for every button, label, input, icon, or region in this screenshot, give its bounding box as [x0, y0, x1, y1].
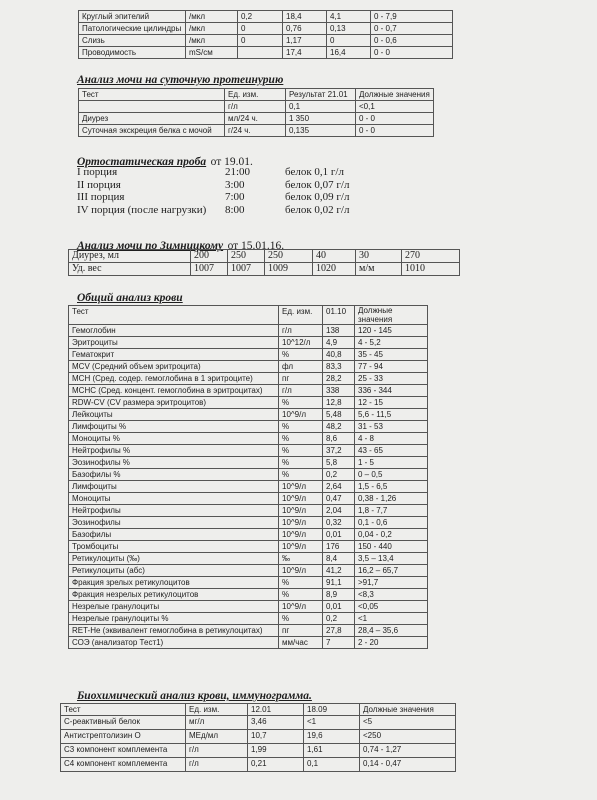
- table-row: [69, 385, 428, 397]
- table-cell: 0,135: [286, 125, 356, 137]
- table-row: [77, 179, 435, 192]
- table-cell: г/л: [279, 325, 323, 337]
- table-cell: 0,1: [304, 758, 360, 772]
- table-cell: Эозинофилы: [69, 517, 279, 529]
- table-row: [69, 250, 460, 263]
- table-cell: 1020: [313, 263, 356, 276]
- table-cell: 1,5 - 6,5: [355, 481, 428, 493]
- table-cell: Лимфоциты %: [69, 421, 279, 433]
- table-row: [69, 349, 428, 361]
- table-row: [79, 47, 453, 59]
- zim-table: [68, 249, 460, 276]
- table-cell: <5: [360, 716, 456, 730]
- table-cell: 3:00: [225, 178, 245, 191]
- table-cell: 0 - 0,6: [371, 35, 453, 47]
- table-cell: %: [279, 589, 323, 601]
- cbc-table: [68, 305, 428, 649]
- table-row: [69, 589, 428, 601]
- table-cell: 0,2: [238, 11, 283, 23]
- table-cell: 3,5 – 13,4: [355, 553, 428, 565]
- table-cell: 1,17: [283, 35, 327, 47]
- table-cell: 18,4: [283, 11, 327, 23]
- table-cell: 19,6: [304, 730, 360, 744]
- table-cell: 0,38 - 1,26: [355, 493, 428, 505]
- table-cell: /мкл: [186, 11, 238, 23]
- table-row: [69, 625, 428, 637]
- table-cell: белок 0,09 г/л: [285, 191, 350, 203]
- table-cell: 10^9/л: [279, 517, 323, 529]
- table-cell: Лейкоциты: [69, 409, 279, 421]
- table-row: [69, 433, 428, 445]
- table-cell: 77 - 94: [355, 361, 428, 373]
- table-cell: 0 - 0: [356, 113, 434, 125]
- table-row: [69, 445, 428, 457]
- table-cell: %: [279, 397, 323, 409]
- table-cell: II порция: [77, 178, 121, 191]
- table-cell: 5,8: [323, 457, 355, 469]
- table-cell: %: [279, 433, 323, 445]
- table-cell: 10^9/л: [279, 505, 323, 517]
- table-cell: MCV (Средний объем эритроцита): [69, 361, 279, 373]
- table-cell: <8,3: [355, 589, 428, 601]
- table-row: [69, 529, 428, 541]
- table-cell: 0,32: [323, 517, 355, 529]
- table-cell: мг/л: [186, 716, 248, 730]
- table-cell: 91,1: [323, 577, 355, 589]
- table-row: [69, 325, 428, 337]
- table-cell: 0,76: [283, 23, 327, 35]
- table-cell: 338: [323, 385, 355, 397]
- table-cell: 12,8: [323, 397, 355, 409]
- table-row: [69, 553, 428, 565]
- table-cell: 1 - 5: [355, 457, 428, 469]
- table-cell: III порция: [77, 191, 125, 203]
- table-cell: Лимфоциты: [69, 481, 279, 493]
- table-cell: 1009: [265, 263, 313, 276]
- table-cell: 0,2: [323, 613, 355, 625]
- table-cell: 270: [402, 250, 460, 263]
- table-cell: MCHC (Сред. концент. гемоглобина в эритроцитах): [69, 385, 279, 397]
- table-cell: 1007: [191, 263, 228, 276]
- table-cell: I порция: [77, 166, 118, 178]
- table-cell: RET-He (эквивалент гемоглобина в ретикулоцитах): [69, 625, 279, 637]
- table-cell: 25 - 33: [355, 373, 428, 385]
- table-row: [69, 409, 428, 421]
- table-cell: IV порция (после нагрузки): [77, 203, 207, 216]
- header-cell: Должные значения: [360, 704, 456, 716]
- table-row: [61, 730, 456, 744]
- table-cell: 28,4 – 35,6: [355, 625, 428, 637]
- table-cell: 120 - 145: [355, 325, 428, 337]
- table-cell: Суточная экскреция белка с мочой: [79, 125, 225, 137]
- table-cell: пг: [279, 625, 323, 637]
- table-cell: 0 - 0,7: [371, 23, 453, 35]
- table-cell: 0,21: [248, 758, 304, 772]
- table-row: [61, 744, 456, 758]
- table-cell: 250: [265, 250, 313, 263]
- header-cell: Ед. изм.: [225, 89, 286, 101]
- table-header-row: [61, 704, 456, 716]
- table-cell: 10^9/л: [279, 565, 323, 577]
- table-row: [69, 361, 428, 373]
- table-cell: 27,8: [323, 625, 355, 637]
- table-cell: 10^9/л: [279, 481, 323, 493]
- table-cell: 0 - 0: [371, 47, 453, 59]
- header-cell: 12.01: [248, 704, 304, 716]
- table-cell: Уд. вес: [69, 263, 191, 276]
- table-cell: Ретикулоциты (абс): [69, 565, 279, 577]
- table-cell: <0,1: [356, 101, 434, 113]
- table-row: [69, 469, 428, 481]
- bio-table: [60, 703, 456, 772]
- table-cell: 12 - 15: [355, 397, 428, 409]
- table-cell: Тромбоциты: [69, 541, 279, 553]
- table-cell: 4 - 5,2: [355, 337, 428, 349]
- table-cell: 2,64: [323, 481, 355, 493]
- table-cell: 0,13: [327, 23, 371, 35]
- table-cell: 0,01: [323, 529, 355, 541]
- table-cell: г/л: [186, 744, 248, 758]
- table-cell: %: [279, 421, 323, 433]
- table-cell: 4,9: [323, 337, 355, 349]
- table-cell: 1007: [228, 263, 265, 276]
- cbc-heading: Общий анализ крови: [77, 292, 183, 304]
- table-cell: 5,48: [323, 409, 355, 421]
- table-cell: 2,04: [323, 505, 355, 517]
- table-cell: 5,6 - 11,5: [355, 409, 428, 421]
- table-row: [69, 337, 428, 349]
- table-cell: Слизь: [79, 35, 186, 47]
- table-row: [79, 101, 434, 113]
- table-cell: 0 - 7,9: [371, 11, 453, 23]
- header-cell: Ед. изм.: [186, 704, 248, 716]
- table-row: [69, 493, 428, 505]
- table-cell: 0: [238, 35, 283, 47]
- table-cell: 31 - 53: [355, 421, 428, 433]
- table-cell: 0: [238, 23, 283, 35]
- table-cell: Гемоглобин: [69, 325, 279, 337]
- table-cell: Незрелые гранулоциты: [69, 601, 279, 613]
- table-cell: 4,1: [327, 11, 371, 23]
- table-cell: фл: [279, 361, 323, 373]
- table-row: [69, 481, 428, 493]
- table-cell: 176: [323, 541, 355, 553]
- table-cell: 30: [356, 250, 402, 263]
- table-cell: Ретикулоциты (‰): [69, 553, 279, 565]
- table-cell: г/л: [225, 101, 286, 113]
- table-cell: 16,4: [327, 47, 371, 59]
- header-cell: Результат 21.01: [286, 89, 356, 101]
- table-cell: <1: [304, 716, 360, 730]
- table-row: [69, 457, 428, 469]
- table-cell: %: [279, 349, 323, 361]
- table-row: [77, 191, 435, 204]
- header-cell: 18.09: [304, 704, 360, 716]
- table-cell: 0,74 - 1,27: [360, 744, 456, 758]
- zim-date: от 15.01.16.: [227, 240, 285, 252]
- table-cell: Фракция незрелых ретикулоцитов: [69, 589, 279, 601]
- table-cell: 10^9/л: [279, 541, 323, 553]
- table-cell: 7:00: [225, 191, 245, 203]
- table-cell: Моноциты %: [69, 433, 279, 445]
- table-row: [79, 125, 434, 137]
- table-cell: <1: [355, 613, 428, 625]
- table-cell: Проводимость: [79, 47, 186, 59]
- table-cell: 7: [323, 637, 355, 649]
- table-cell: 83,3: [323, 361, 355, 373]
- table-row: [69, 541, 428, 553]
- table-cell: С4 компонент комплемента: [61, 758, 186, 772]
- table-cell: %: [279, 469, 323, 481]
- table-cell: /мкл: [186, 35, 238, 47]
- table-row: [69, 565, 428, 577]
- header-cell: Ед. изм.: [279, 306, 323, 325]
- table-cell: 43 - 65: [355, 445, 428, 457]
- table-cell: белок 0,1 г/л: [285, 166, 344, 178]
- table-cell: 41,2: [323, 565, 355, 577]
- table-cell: 10^9/л: [279, 493, 323, 505]
- table-cell: белок 0,02 г/л: [285, 203, 350, 216]
- table-cell: [79, 101, 225, 113]
- table-cell: 0 – 0,5: [355, 469, 428, 481]
- table-cell: 138: [323, 325, 355, 337]
- table-cell: 8,4: [323, 553, 355, 565]
- table-row: [69, 517, 428, 529]
- table-cell: 10^12/л: [279, 337, 323, 349]
- table-row: [69, 505, 428, 517]
- table-row: [61, 716, 456, 730]
- table-row: [69, 373, 428, 385]
- table-cell: %: [279, 445, 323, 457]
- header-cell: 01.10: [323, 306, 355, 325]
- table-cell: 336 - 344: [355, 385, 428, 397]
- orth-heading: Ортостатическая проба: [77, 156, 207, 168]
- table-row: [69, 613, 428, 625]
- table-cell: 10^9/л: [279, 529, 323, 541]
- table-cell: 10^9/л: [279, 601, 323, 613]
- table-row: [79, 11, 453, 23]
- table-cell: СОЭ (анализатор Тест1): [69, 637, 279, 649]
- zim-heading: Анализ мочи по Зимницкому: [77, 240, 224, 252]
- table-cell: С-реактивный белок: [61, 716, 186, 730]
- table-row: [77, 166, 435, 179]
- table-row: [69, 637, 428, 649]
- table-cell: Диурез, мл: [69, 250, 191, 263]
- table-cell: 4 - 8: [355, 433, 428, 445]
- header-cell: Должные значения: [355, 306, 428, 325]
- table-cell: 0,14 - 0,47: [360, 758, 456, 772]
- table-cell: %: [279, 613, 323, 625]
- table-cell: mS/см: [186, 47, 238, 59]
- table-cell: <0,05: [355, 601, 428, 613]
- table-cell: 37,2: [323, 445, 355, 457]
- table-row: [69, 397, 428, 409]
- table-cell: 1,99: [248, 744, 304, 758]
- table-cell: белок 0,07 г/л: [285, 178, 350, 191]
- table-cell: RDW-CV (CV размера эритроцитов): [69, 397, 279, 409]
- table-cell: г/л: [279, 385, 323, 397]
- table-cell: 48,2: [323, 421, 355, 433]
- table-cell: пг: [279, 373, 323, 385]
- table-cell: Патологические цилиндры: [79, 23, 186, 35]
- table-cell: 10,7: [248, 730, 304, 744]
- table-cell: 1,8 - 7,7: [355, 505, 428, 517]
- table-cell: Базофилы %: [69, 469, 279, 481]
- table-cell: <250: [360, 730, 456, 744]
- table-row: [69, 577, 428, 589]
- table-cell: 0: [327, 35, 371, 47]
- table-row: [69, 601, 428, 613]
- table-cell: Нейтрофилы: [69, 505, 279, 517]
- table-cell: 8,6: [323, 433, 355, 445]
- table-cell: 0,1: [286, 101, 356, 113]
- table-cell: м/м: [356, 263, 402, 276]
- table-cell: 200: [191, 250, 228, 263]
- table-cell: 0,2: [323, 469, 355, 481]
- table-cell: г/24 ч.: [225, 125, 286, 137]
- protein-table: [78, 88, 434, 137]
- table-cell: Антистрептолизин О: [61, 730, 186, 744]
- table-cell: Фракция зрелых ретикулоцитов: [69, 577, 279, 589]
- table-row: [69, 421, 428, 433]
- table-cell: 40,8: [323, 349, 355, 361]
- table-cell: Моноциты: [69, 493, 279, 505]
- table-cell: 0 - 0: [356, 125, 434, 137]
- table-cell: МЕд/мл: [186, 730, 248, 744]
- table-cell: [238, 47, 283, 59]
- table-cell: 2 - 20: [355, 637, 428, 649]
- table-cell: Эозинофилы %: [69, 457, 279, 469]
- header-cell: Должные значения: [356, 89, 434, 101]
- table-cell: 0,1 - 0,6: [355, 517, 428, 529]
- table-cell: MCH (Сред. содер. гемоглобина в 1 эритроците): [69, 373, 279, 385]
- table-cell: 0,01: [323, 601, 355, 613]
- table-row: [79, 23, 453, 35]
- orth-date: от 19.01.: [210, 156, 253, 168]
- table-cell: Гематокрит: [69, 349, 279, 361]
- orth-table: [77, 166, 435, 216]
- table-cell: 250: [228, 250, 265, 263]
- table-cell: 1,61: [304, 744, 360, 758]
- table-row: [79, 35, 453, 47]
- header-cell: Тест: [61, 704, 186, 716]
- table-cell: 10^9/л: [279, 409, 323, 421]
- table-cell: ‰: [279, 553, 323, 565]
- table-cell: Базофилы: [69, 529, 279, 541]
- table-row: [79, 113, 434, 125]
- table-cell: С3 компонент комплемента: [61, 744, 186, 758]
- table-cell: 35 - 45: [355, 349, 428, 361]
- table-cell: 0,47: [323, 493, 355, 505]
- table-cell: 0,04 - 0,2: [355, 529, 428, 541]
- table-cell: >91,7: [355, 577, 428, 589]
- table-row: [69, 263, 460, 276]
- table-cell: 1010: [402, 263, 460, 276]
- table-row: [61, 758, 456, 772]
- table-cell: Диурез: [79, 113, 225, 125]
- table-cell: 28,2: [323, 373, 355, 385]
- table-cell: Круглый эпителий: [79, 11, 186, 23]
- header-cell: Тест: [79, 89, 225, 101]
- table-cell: 8,9: [323, 589, 355, 601]
- table-cell: 3,46: [248, 716, 304, 730]
- table-cell: /мкл: [186, 23, 238, 35]
- table-header-row: [79, 89, 434, 101]
- table-cell: г/л: [186, 758, 248, 772]
- table-cell: 1 350: [286, 113, 356, 125]
- table-header-row: [69, 306, 428, 325]
- table-cell: Незрелые гранулоциты %: [69, 613, 279, 625]
- table-cell: 16,2 – 65,7: [355, 565, 428, 577]
- protein-heading: Анализ мочи на суточную протеинурию: [77, 74, 284, 86]
- table-cell: %: [279, 457, 323, 469]
- table-cell: мм/час: [279, 637, 323, 649]
- urine-sediment-table: [78, 10, 453, 59]
- table-cell: Эритроциты: [69, 337, 279, 349]
- table-cell: 8:00: [225, 203, 245, 216]
- table-cell: 21:00: [225, 166, 251, 178]
- header-cell: Тест: [69, 306, 279, 325]
- table-cell: %: [279, 577, 323, 589]
- table-row: [77, 204, 435, 217]
- table-cell: 150 - 440: [355, 541, 428, 553]
- table-cell: Нейтрофилы %: [69, 445, 279, 457]
- table-cell: 17,4: [283, 47, 327, 59]
- table-cell: 40: [313, 250, 356, 263]
- table-cell: мл/24 ч.: [225, 113, 286, 125]
- bio-heading: Биохимический анализ крови, иммунограмма.: [77, 690, 312, 702]
